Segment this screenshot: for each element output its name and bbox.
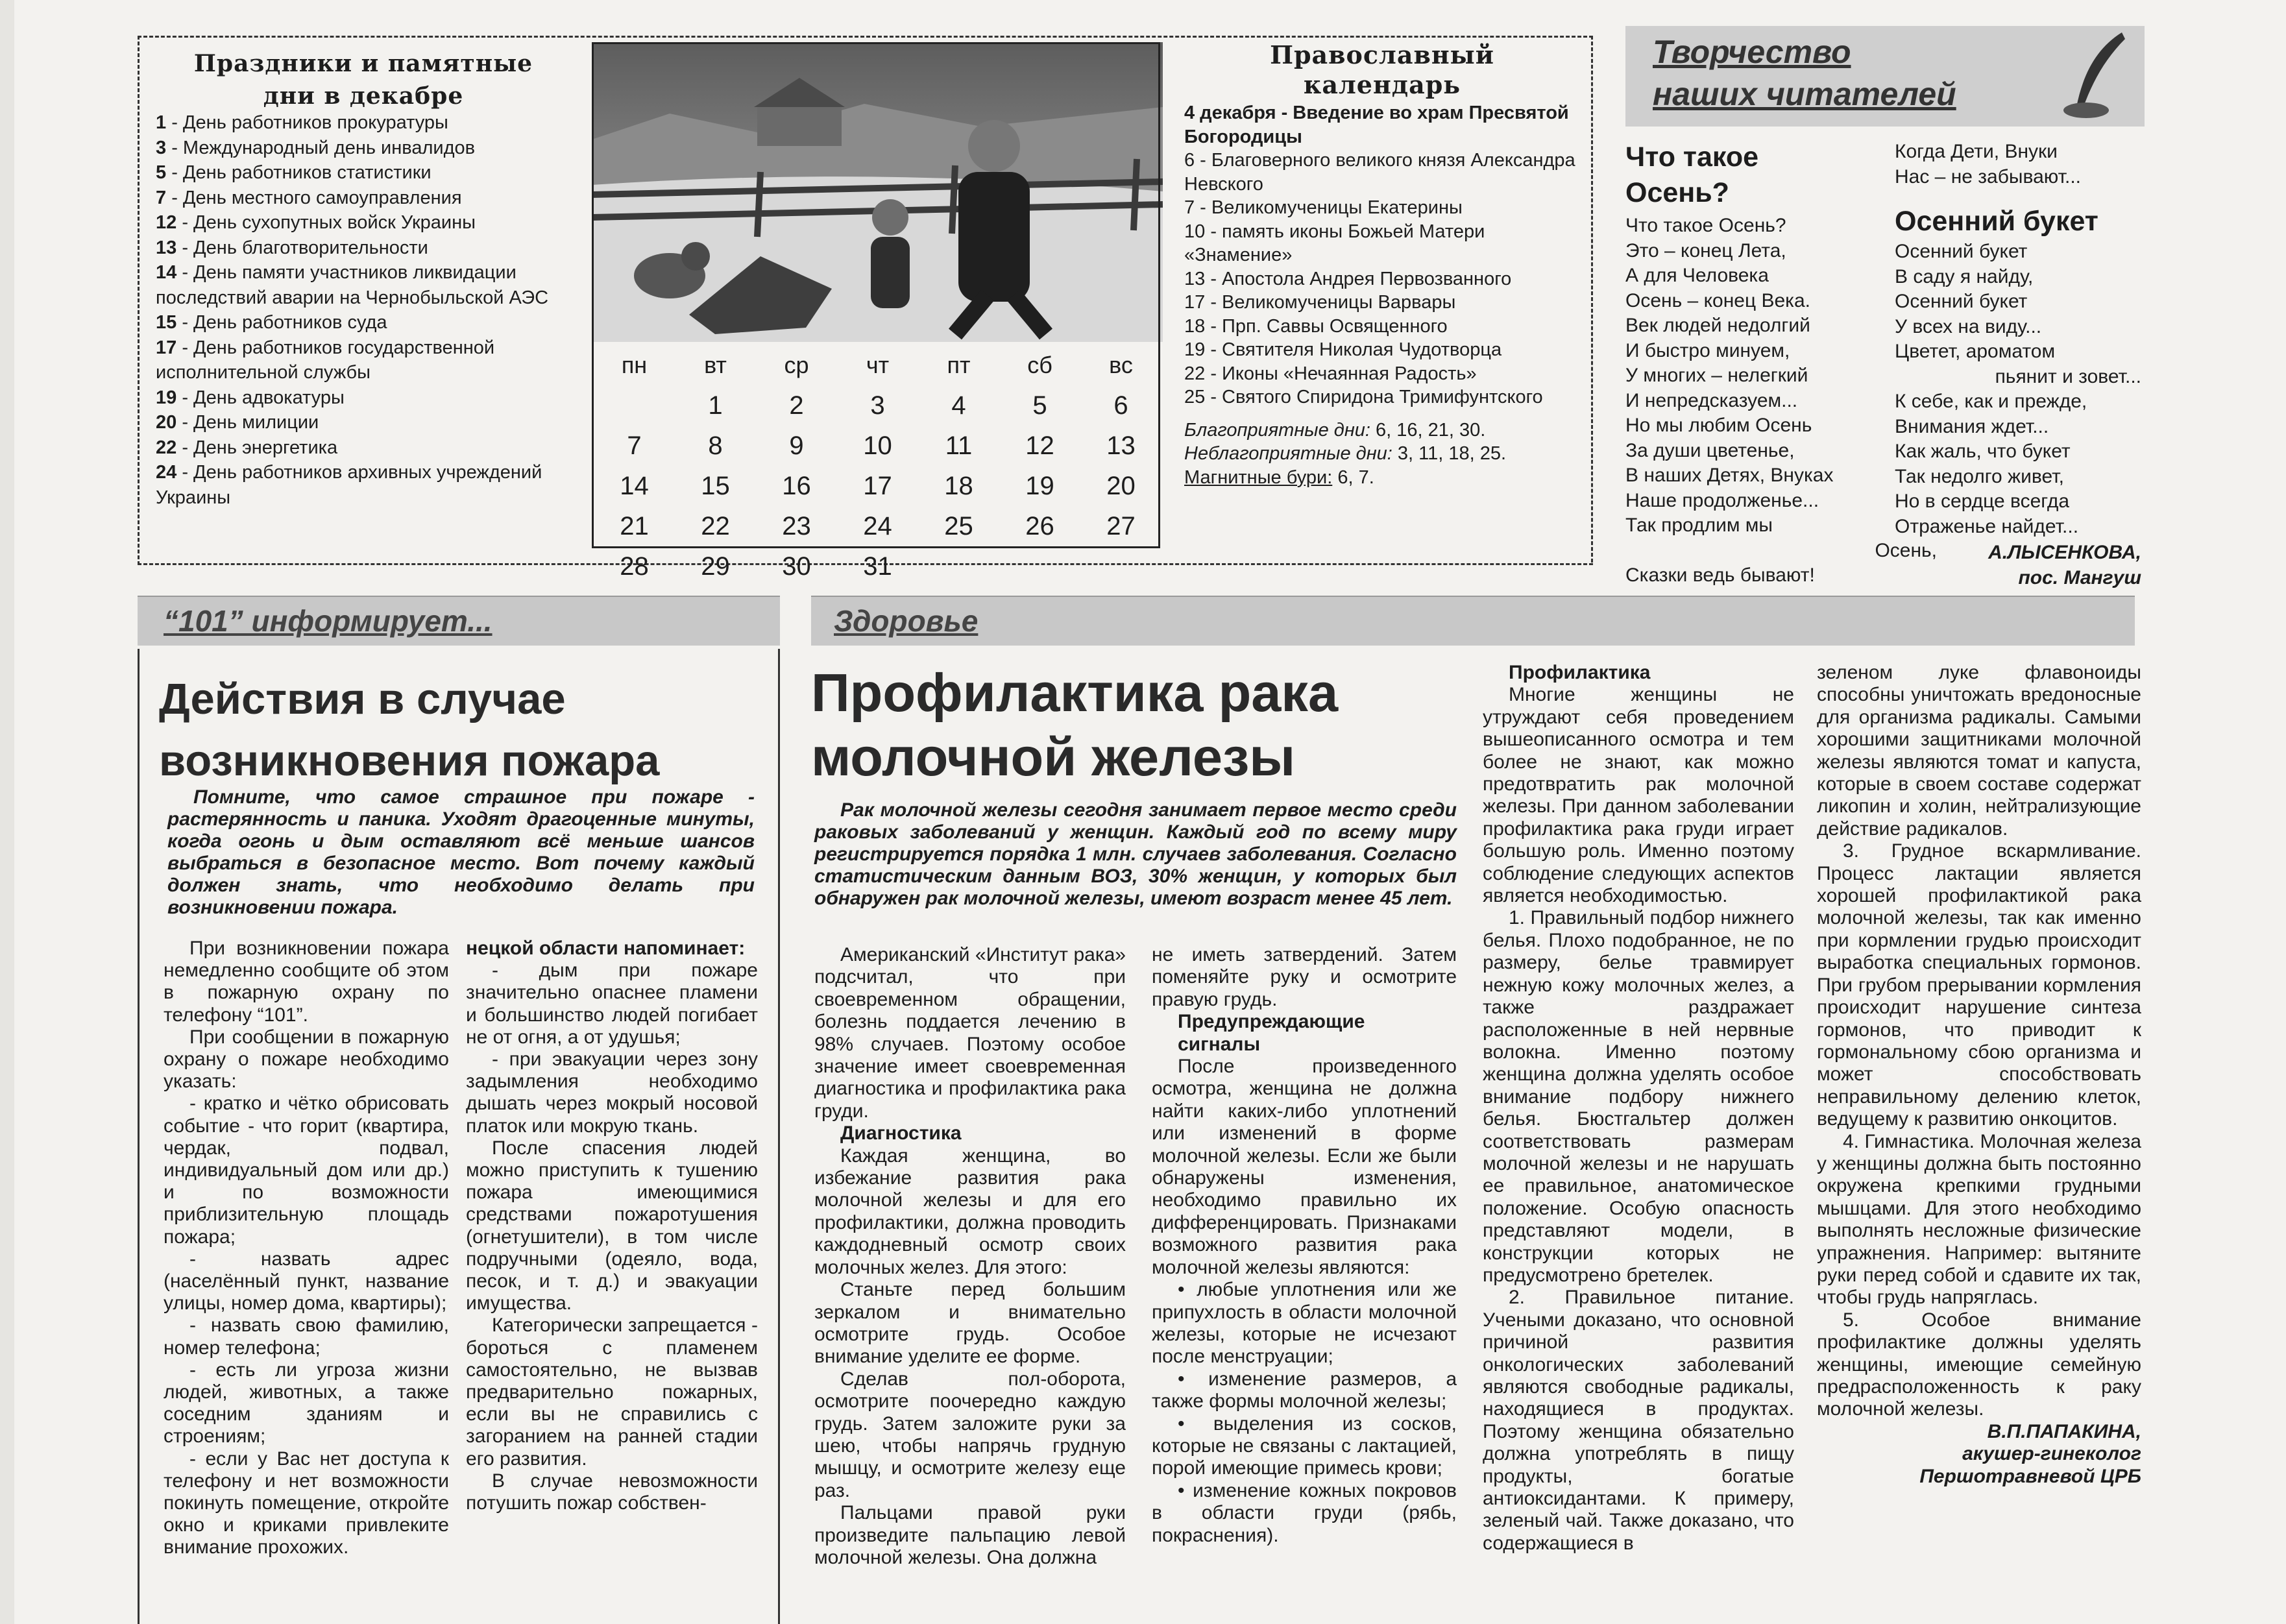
holiday-text: - День адвокатуры [176,387,345,408]
calendar-day: 10 [863,431,892,460]
poem1-lines [1625,213,1937,588]
calendar-day: 29 [701,552,730,581]
calendar-day: 14 [620,472,649,500]
weekday-label: ср [784,352,809,378]
orthodox-title-line2: календарь [1303,70,1461,99]
health-c2-bullet-3: • выделения из сосков, которые не связаны с лактацией, порой имеющие примесь крови; [1152,1412,1457,1479]
orthodox-entry: 13 - Апостола Андрея Первозванного [1184,268,1512,289]
poem1-line: Осень, [1875,539,1937,561]
calendar-day [918,546,999,587]
calendar-day [999,546,1080,587]
fire-col1-paragraph: - назвать свою фамилию, номер телефона; [164,1315,449,1359]
holiday-number: 20 [156,412,177,433]
fire-section-label: “101” информирует... [164,604,492,638]
weekday-label: чт [866,352,890,378]
fire-column-2 [466,938,758,1514]
fire-col1-paragraph: - если у Вас нет доступа к телефону и нет возможности покинуть помещение, откройте окно и криками привлеките внимание прохожих. [164,1448,449,1558]
poem1-line: Век людей недолгий [1625,315,1810,336]
orthodox-entry: 6 - Благоверного великого князя Александра Невского [1184,150,1575,195]
orthodox-entries [1184,101,1580,409]
poem2-line: Осенний букет [1895,241,2028,262]
fire-col1-paragraph: - есть ли угроза жизни людей, животных, а также соседним зданиям и строениям; [164,1359,449,1448]
poem1-line: У многих – нелегкий [1625,365,1808,386]
fire-col2-bold: нецкой области напоминает: [466,938,746,959]
health-c2-bullet-4: • изменение кожных покровов в области груди (рябь, покраснения). [1152,1479,1457,1546]
weekday-label: сб [1027,352,1052,378]
orthodox-entry: 19 - Святителя Николая Чудотворца [1184,339,1502,360]
calendar-day: 7 [627,431,642,460]
health-c4-p1: зеленом луке флавоноиды способны уничтожать вредоносные для организма радикалы. Самыми хорошими защитниками молочной железы являются томат и капуста, которые в своем составе содержат ликопин и холин, нейтрализующие действие радикалов. [1817,662,2141,840]
poem1-line: Это – конец Лета, [1625,239,1786,261]
holidays-title [156,44,571,109]
poem2-line: Внимания ждет... [1895,415,2049,437]
holiday-text: - День памяти участников ликвидации последствий аварии на Чернобыльской АЭС [156,262,549,308]
poem1-line: Осень – конец Века. [1625,289,1810,311]
holidays-list [156,44,571,510]
orthodox-entry: 4 декабря - Введение во храм Пресвятой Богородицы [1184,103,1569,147]
health-section-label: Здоровье [834,604,979,638]
health-c4-p2: 3. Грудное вскармливание. Процесс лактации является хорошей профилактикой рака молочной железы, так как именно при кормлении грудью происходит выработка специальных гормонов. При грубом прерывании кормления происходит нарушение синтеза гормонов, что приводит к гормональному сбою организма и может способствовать неправильному делению клеток, ведущему к развитию онкоцитов. [1817,840,2141,1130]
health-column-1 [814,944,1126,1569]
health-c2-subheading-1: Предупреждающие [1178,1011,1365,1033]
calendar-day: 30 [782,552,811,581]
poem1-line: За души цветенье, [1625,439,1795,461]
holiday-text: - День энергетика [176,437,338,458]
calendar-day: 20 [1106,472,1136,500]
holiday-number: 15 [156,312,177,333]
readers-section-header [1625,26,2145,127]
poem-what-is-autumn [1625,139,1937,588]
fire-headline [159,668,659,792]
holidays-title-line1: Праздники и памятные [193,50,533,77]
good-days-value: 6, 16, 21, 30. [1370,419,1486,441]
poem1-line: Так продлим мы [1625,515,1773,536]
health-headline-line1: Профилактика рака [811,662,1339,723]
health-c3-p1: Многие женщины не утруждают себя проведением вышеописанного осмотра и тем более не знают, как можно предотвратить рак молочной железы. При данном заболевании профилактика рака груди играет большую роль. Именно поэтому соблюдение следующих аспектов является необходимостью. [1483,684,1794,907]
health-c3-p3: 2. Правильное питание. Учеными доказано, что основной причиной развития онкологических заболеваний являются свободные радикалы, находящиеся в продуктах. Поэтому женщина обязательно должна употреблять в пищу продукты, богатые антиоксидантами. К примеру, зеленый чай. Также доказано, что содержащиеся в [1483,1287,1794,1554]
calendar-day: 27 [1106,512,1136,540]
holiday-item [156,236,571,261]
poem2-line: Осенний букет [1895,291,2028,312]
calendar-day: 11 [945,431,973,460]
calendar-day: 23 [782,512,811,540]
calendar-day: 9 [789,431,804,460]
poem2-line: Так недолго живет, [1895,465,2064,487]
poem2-title: Осенний букет [1895,206,2098,237]
magnetic-storms-label: Магнитные бури: [1184,467,1333,488]
fire-col2-paragraph: - при эвакуации через зону задымления необходимо дышать через мокрый носовой платок или мокрую ткань. [466,1048,758,1137]
readers-section-title [1653,31,1956,115]
health-headline [811,661,1338,789]
holiday-text: - День благотворительности [176,237,428,258]
health-c3-p2: 1. Правильный подбор нижнего белья. Плохо подобранное, не по размеру, белье травмирует нежную кожу молочных желез, а также раздражает расположенные в ней нервные волокна. Именно поэтому женщина должна уделять особое внимание подбору нижнего белья. Бюстгальтер должен соответствовать размерам молочной железы и не нарушать ее правильное, анатомическое положение. Особую опасность представляют модели, в конструкции которых не предусмотрено бретелек. [1483,907,1794,1286]
health-c4-p4: 5. Особое внимание профилактике должны уделять женщины, имеющие семейную предрасположенность к раку молочной железы. [1817,1309,2141,1420]
fire-col2-paragraphs [466,960,758,1514]
poem1-title-line1: Что такое [1625,141,1759,173]
poem-autumn-bouquet [1895,139,2141,590]
calendar-week [594,546,1165,587]
poem1-line: И быстро минуем, [1625,339,1790,361]
health-c1-p1: Американский «Институт рака» подсчитал, что при своевременном обращении, болезнь поддается лечению в 98% случаев. Поэтому особое значение имеет своевременная диагностика и профилактика рака груди. [814,944,1126,1122]
poem1-title [1625,139,1937,211]
health-c2-bullet-1: • любые уплотнения или же припухлость в области молочной железы, которые не исчезают после менструации; [1152,1279,1457,1368]
fire-section-header [138,596,780,646]
bad-days-label: Неблагоприятные дни: [1184,443,1392,464]
orthodox-title-line1: Православный [1270,40,1494,69]
calendar-day: 4 [951,391,966,420]
poem1-title-line2: Осень? [1625,177,1729,208]
holiday-number: 3 [156,137,167,158]
health-author-role: акушер-гинеколог [1962,1443,2141,1465]
poem2-line: Цветет, ароматом [1895,341,2056,362]
calendar-day: 6 [1113,391,1128,420]
holiday-number: 1 [156,112,167,133]
health-c2-p1: не иметь затвердений. Затем поменяйте руку и осмотрите правую грудь. [1152,944,1457,1010]
poem2-intro [1895,139,2141,189]
calendar-day: 25 [944,512,973,540]
poem2-line: К себе, как и прежде, [1895,391,2087,412]
holiday-item [156,186,571,211]
fire-col2-paragraph: Категорически запрещается - бороться с пламенем самостоятельно, не вызвав предварительно пожарных, если вы не справились с загоранием на ранней стадии его развития. [466,1315,758,1470]
holiday-number: 22 [156,437,177,458]
poem2-line: В саду я найду, [1895,265,2034,287]
weekday-label: вс [1109,352,1133,378]
poem2-line: У всех на виду... [1895,315,2042,337]
health-c3-subheading: Профилактика [1509,662,1651,683]
health-column-3 [1483,662,1794,1555]
holiday-item [156,385,571,411]
holiday-item [156,110,571,136]
health-c2-bullet-2: • изменение размеров, а также формы молочной железы; [1152,1368,1457,1412]
calendar-day: 8 [708,431,723,460]
fire-col2-paragraph: В случае невозможности потушить пожар собствен- [466,1470,758,1514]
poem2-line: Но в сердце всегда [1895,491,2070,512]
health-author [1817,1421,2141,1488]
poem1-line: Но мы любим Осень [1625,415,1812,436]
calendar-day: 26 [1025,512,1054,540]
calendar-day: 12 [1025,431,1054,460]
orthodox-calendar [1184,39,1580,489]
holiday-number: 14 [156,262,177,283]
health-column-4 [1817,662,2141,1488]
calendar-day: 21 [620,512,649,540]
holiday-item [156,160,571,186]
poem2-intro-line: Нас – не забывают... [1895,165,2082,188]
fire-headline-line1: Действия в случае [159,675,566,723]
readers-title-line1: Творчество [1653,34,1851,70]
calendar-day: 19 [1025,472,1054,500]
orthodox-entry: 25 - Святого Спиридона Тримифунтского [1184,387,1543,407]
orthodox-entry: 18 - Прп. Саввы Освященного [1184,315,1448,337]
health-author-name: В.П.ПАПАКИНА, [1987,1420,2141,1442]
poem1-line: И непредсказуем... [1625,389,1798,411]
holiday-number: 12 [156,212,177,233]
fire-col1-paragraph: - назвать адрес (населённый пункт, название улицы, номер дома, квартиры); [164,1248,449,1315]
quill-icon [2057,29,2135,120]
fire-col2-paragraph: - дым при пожаре значительно опаснее пламени и большинство людей погибает не от огня, а от удушья; [466,960,758,1048]
fire-headline-line2: возникновения пожара [159,736,660,785]
health-headline-line2: молочной железы [811,727,1296,787]
health-author-place: Першотравневой ЦРБ [1919,1465,2141,1487]
calendar-day: 13 [1106,431,1136,460]
good-days-label: Благоприятные дни: [1184,419,1370,441]
health-section-header [811,596,2135,646]
holiday-text: - День работников прокуратуры [166,112,448,133]
health-c1-p4: Сделав пол-оборота, осмотрите поочередно каждую грудь. Затем заложите руки за шею, чтобы напрячь грудную мышцу, и осмотрите железу еще раз. [814,1368,1126,1501]
poem-author-name: А.ЛЫСЕНКОВА, [1988,542,2141,563]
poem1-line: Что такое Осень? [1625,215,1786,236]
holidays-box-right-border [1591,36,1593,563]
holidays-items [156,110,571,510]
poem1-line: Сказки ведь бывают! [1625,564,1815,586]
good-days [1184,418,1580,442]
poem1-line: Наше продолженье... [1625,489,1819,511]
holiday-item [156,410,571,435]
holiday-text: - День работников архивных учреждений Украины [156,462,542,508]
health-c1-p5: Пальцами правой руки произведите пальпацию левой молочной железы. Она должна [814,1502,1126,1568]
calendar-day: 22 [701,512,730,540]
holiday-text: - Международный день инвалидов [166,137,476,158]
fire-col1-paragraph: - кратко и чётко обрисовать событие - что горит (квартира, чердак, подвал, индивидуальный дом или др.) и по возможности приблизительную площадь пожара; [164,1093,449,1248]
holiday-text: - День работников государственной исполнительной службы [156,337,495,383]
health-c2-subheading-2: сигналы [1178,1033,1261,1055]
fire-lead: Помните, что самое страшное при пожаре - растерянность и паника. Уходят драгоценные минуты, когда огонь и дым оставляют всё меньше шансов выбраться в безопасное место. Вот почему каждый должен знать, что необходимо делать при возникновении пожара. [167,786,755,918]
holiday-item [156,335,571,385]
calendar-day: 17 [863,472,892,500]
calendar-day: 24 [863,512,892,540]
holiday-item [156,460,571,510]
calendar-day: 2 [789,391,804,420]
holiday-number: 17 [156,337,177,358]
calendar-day: 1 [708,391,723,420]
poem2-line: Как жаль, что букет [1895,441,2071,462]
calendar-day: 31 [863,552,892,581]
holiday-number: 5 [156,162,167,183]
holiday-item [156,260,571,310]
poem2-intro-line: Когда Дети, Внуки [1895,141,2058,162]
holidays-title-line2: дни в декабре [263,82,464,110]
poem-author-place: пос. Мангуш [2018,566,2141,588]
orthodox-entry: 7 - Великомученицы Екатерины [1184,197,1463,218]
health-c4-p3: 4. Гимнастика. Молочная железа у женщины должна быть постоянно окружена крепкими грудными мышцами. Для этого необходимо выполнять несложные физические упражнения. Например: вытяните руки перед собой и сдавите их так, чтобы грудь напряглась. [1817,1130,2141,1309]
orthodox-title [1184,39,1580,99]
fire-col1-paragraph: При сообщении в пожарную охрану о пожаре необходимо указать: [164,1026,449,1093]
holiday-text: - День работников суда [176,312,387,333]
fire-column-1 [164,938,449,1559]
poem1-line: В наших Детях, Внуках [1625,465,1834,486]
page-left-edge [0,0,14,1624]
orthodox-days [1184,418,1580,490]
fire-col1-paragraph: При возникновении пожара немедленно сообщите об этом в пожарную охрану по телефону “101”. [164,938,449,1026]
holiday-item [156,136,571,161]
holiday-item [156,210,571,236]
weekday-label: пт [947,352,971,378]
holiday-item [156,310,571,335]
holiday-number: 24 [156,462,177,483]
weekday-label: вт [704,352,727,378]
poem2-lines [1895,239,2141,539]
health-c1-subheading: Диагностика [840,1122,962,1145]
health-c2-p2: После произведенного осмотра, женщина не должна найти каких-либо уплотнений или изменений в форме молочной железы. Если же были обнаружены изменения, необходимо правильно их дифференцировать. Признаками возможного развития рака молочной железы являются: [1152,1056,1457,1278]
poem1-line: А для Человека [1625,265,1769,286]
calendar-day: 5 [1032,391,1047,420]
orthodox-entry: 22 - Иконы «Нечаянная Радость» [1184,363,1477,384]
calendar-day [1080,546,1161,587]
health-c1-p3: Станьте перед большим зеркалом и внимательно осмотрите грудь. Особое внимание уделите ее форме. [814,1279,1126,1368]
readers-title-line2: наших читателей [1653,76,1956,112]
holiday-text: - День работников статистики [166,162,432,183]
bad-days [1184,442,1580,466]
calendar-border [592,42,1160,548]
holiday-item [156,435,571,461]
calendar-day: 3 [870,391,885,420]
calendar-day: 18 [944,472,973,500]
weekday-label: пн [621,352,648,378]
holiday-text: - День милиции [176,412,319,433]
calendar-day: 16 [782,472,811,500]
poem2-line: пьянит и зовет... [1995,365,2141,387]
calendar-day: 28 [620,552,649,581]
magnetic-storms [1184,466,1580,490]
calendar-day: 15 [701,472,730,500]
health-column-2 [1152,944,1457,1547]
poem2-line: Отраженье найдет... [1895,515,2079,537]
holiday-text: - День местного самоуправления [166,187,462,208]
health-lead: Рак молочной железы сегодня занимает первое место среди раковых заболеваний у женщин. Каждый год по всему миру регистрируется порядка 1 млн. случаев заболевания. Согласно статистическим данным ВОЗ, 30% женщин, у которых был обнаружен рак молочной железы, имеют возраст менее 45 лет. [814,799,1457,909]
orthodox-entry: 17 - Великомученицы Варвары [1184,292,1456,313]
poem-author [1895,540,2141,590]
bad-days-value: 3, 11, 18, 25. [1392,443,1507,464]
holiday-text: - День сухопутных войск Украины [176,212,476,233]
holiday-number: 7 [156,187,167,208]
health-c1-p2: Каждая женщина, во избежание развития рака молочной железы и для его профилактики, должна проводить каждодневный осмотр своих молочных желез. Для этого: [814,1145,1126,1278]
magnetic-storms-value: 6, 7. [1332,467,1374,488]
holiday-number: 19 [156,387,177,408]
holiday-number: 13 [156,237,177,258]
fire-col2-paragraph: После спасения людей можно приступить к тушению пожара имеющимися средствами пожаротушения (огнетушители), в том числе подручными (одеяло, вода, песок, и т. д.) и эвакуации имущества. [466,1137,758,1315]
orthodox-entry: 10 - память иконы Божьей Матери «Знамение» [1184,221,1485,265]
